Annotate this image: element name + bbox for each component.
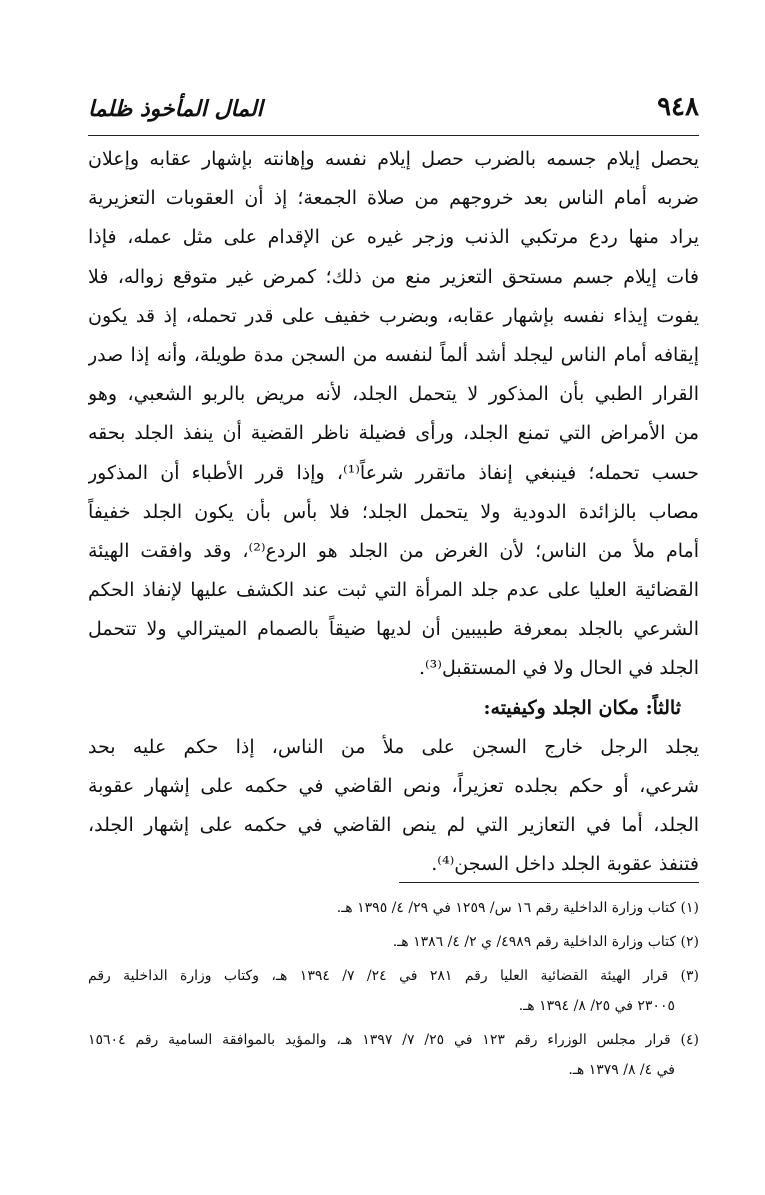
footnote-2: (٢) كتاب وزارة الداخلية رقم ٤٩٨٩/ ي ٢/ ٤/ ١٣٨٦ هـ. [392,934,699,950]
footnote-3-continued: ٢٣٠٠٥ في ٢٥/ ٨/ ١٣٩٤ هـ. [518,998,675,1014]
body-line: من الأمراض التي تمنع الجلد، ورأى فضيلة ناظر القضية أن ينفذ الجلد بحقه [88,422,699,445]
header-rule [88,135,699,136]
footnote-3: (٣) قرار الهيئة القضائية العليا رقم ٢٨١ في ٢٤/ ٧/ ١٣٩٤ هـ، وكتاب وزارة الداخلية رقم [88,968,699,984]
body-line: مصاب بالزائدة الدودية ولا يتحمل الجلد؛ فلا بأس بأن يكون الجلد خفيفاً [88,500,699,523]
page-number: ٩٤٨ [657,92,699,122]
body-line: شرعي، أو حكم بجلده تعزيراً، ونص القاضي في حكمه على إشهار عقوبة [88,775,699,797]
body-line: الجلد، أما في التعازير التي لم ينص القاضي في حكمه على إشهار الجلد، [88,814,699,837]
footnote-4: (٤) قرار مجلس الوزراء رقم ١٢٣ في ٢٥/ ٧/ ١٣٩٧ هـ، والمؤيد بالموافقة السامية رقم ١٥٦٠٤ [88,1032,699,1048]
body-line: فات إيلام جسم مستحق التعزير منع من ذلك؛ كمرض غير متوقع زواله، فلا [88,265,699,288]
body-line: القرار الطبي بأن المذكور لا يتحمل الجلد، لأنه مريض بالربو الشعبي، وهو [88,383,699,406]
body-line: يحصل إيلام جسمه بالضرب حصل إيلام نفسه وإهانته بإشهار عقابه وإعلان [88,148,699,170]
page-header [88,92,699,132]
body-line: فتنفذ عقوبة الجلد داخل السجن⁽⁴⁾. [431,853,699,876]
footnote-rule [399,882,699,883]
body-line: القضائية العليا على عدم جلد المرأة التي ثبت عند الكشف عليها لإنفاذ الحكم [88,579,699,602]
body-line: أمام ملأ من الناس؛ لأن الغرض من الجلد هو الردع⁽²⁾، وقد وافقت الهيئة [88,539,699,562]
running-title: المال المأخوذ ظلما [88,96,263,122]
body-line: ضربه أمام الناس بعد خروجهم من صلاة الجمعة؛ إذ أن العقوبات التعزيرية [88,187,699,210]
footnotes [88,893,699,1085]
section-heading: ثالثاً: مكان الجلد وكيفيته: [483,696,681,719]
body-text [88,140,699,885]
footnote-4-continued: في ٤/ ٨/ ١٣٧٩ هـ. [568,1062,675,1078]
footnote-1: (١) كتاب وزارة الداخلية رقم ١٦ س/ ١٢٥٩ في ٢٩/ ٤/ ١٣٩٥ هـ. [336,900,699,916]
body-line: الجلد في الحال ولا في المستقبل⁽³⁾. [418,657,699,680]
body-line: يراد منها ردع مرتكبي الذنب وزجر غيره عن الإقدام على مثل عمله، فإذا [88,226,699,249]
body-line: حسب تحمله؛ فينبغي إنفاذ ماتقرر شرعاً⁽¹⁾، وإذا قرر الأطباء أن المذكور [88,461,699,484]
body-line: الشرعي بالجلد بمعرفة طبيبين أن لديها ضيقاً بالصمام الميترالي ولا تتحمل [88,618,699,641]
body-line: يفوت إيذاء نفسه بإشهار عقابه، وبضرب خفيف على قدر تحمله، إذ قد يكون [88,304,699,327]
body-line: يجلد الرجل خارج السجن على ملأ من الناس، إذا حكم عليه بحد [88,735,699,758]
body-line: إيقافه أمام الناس ليجلد أشد ألماً لنفسه من السجن مدة طويلة، وأنه إذا صدر [88,343,699,366]
